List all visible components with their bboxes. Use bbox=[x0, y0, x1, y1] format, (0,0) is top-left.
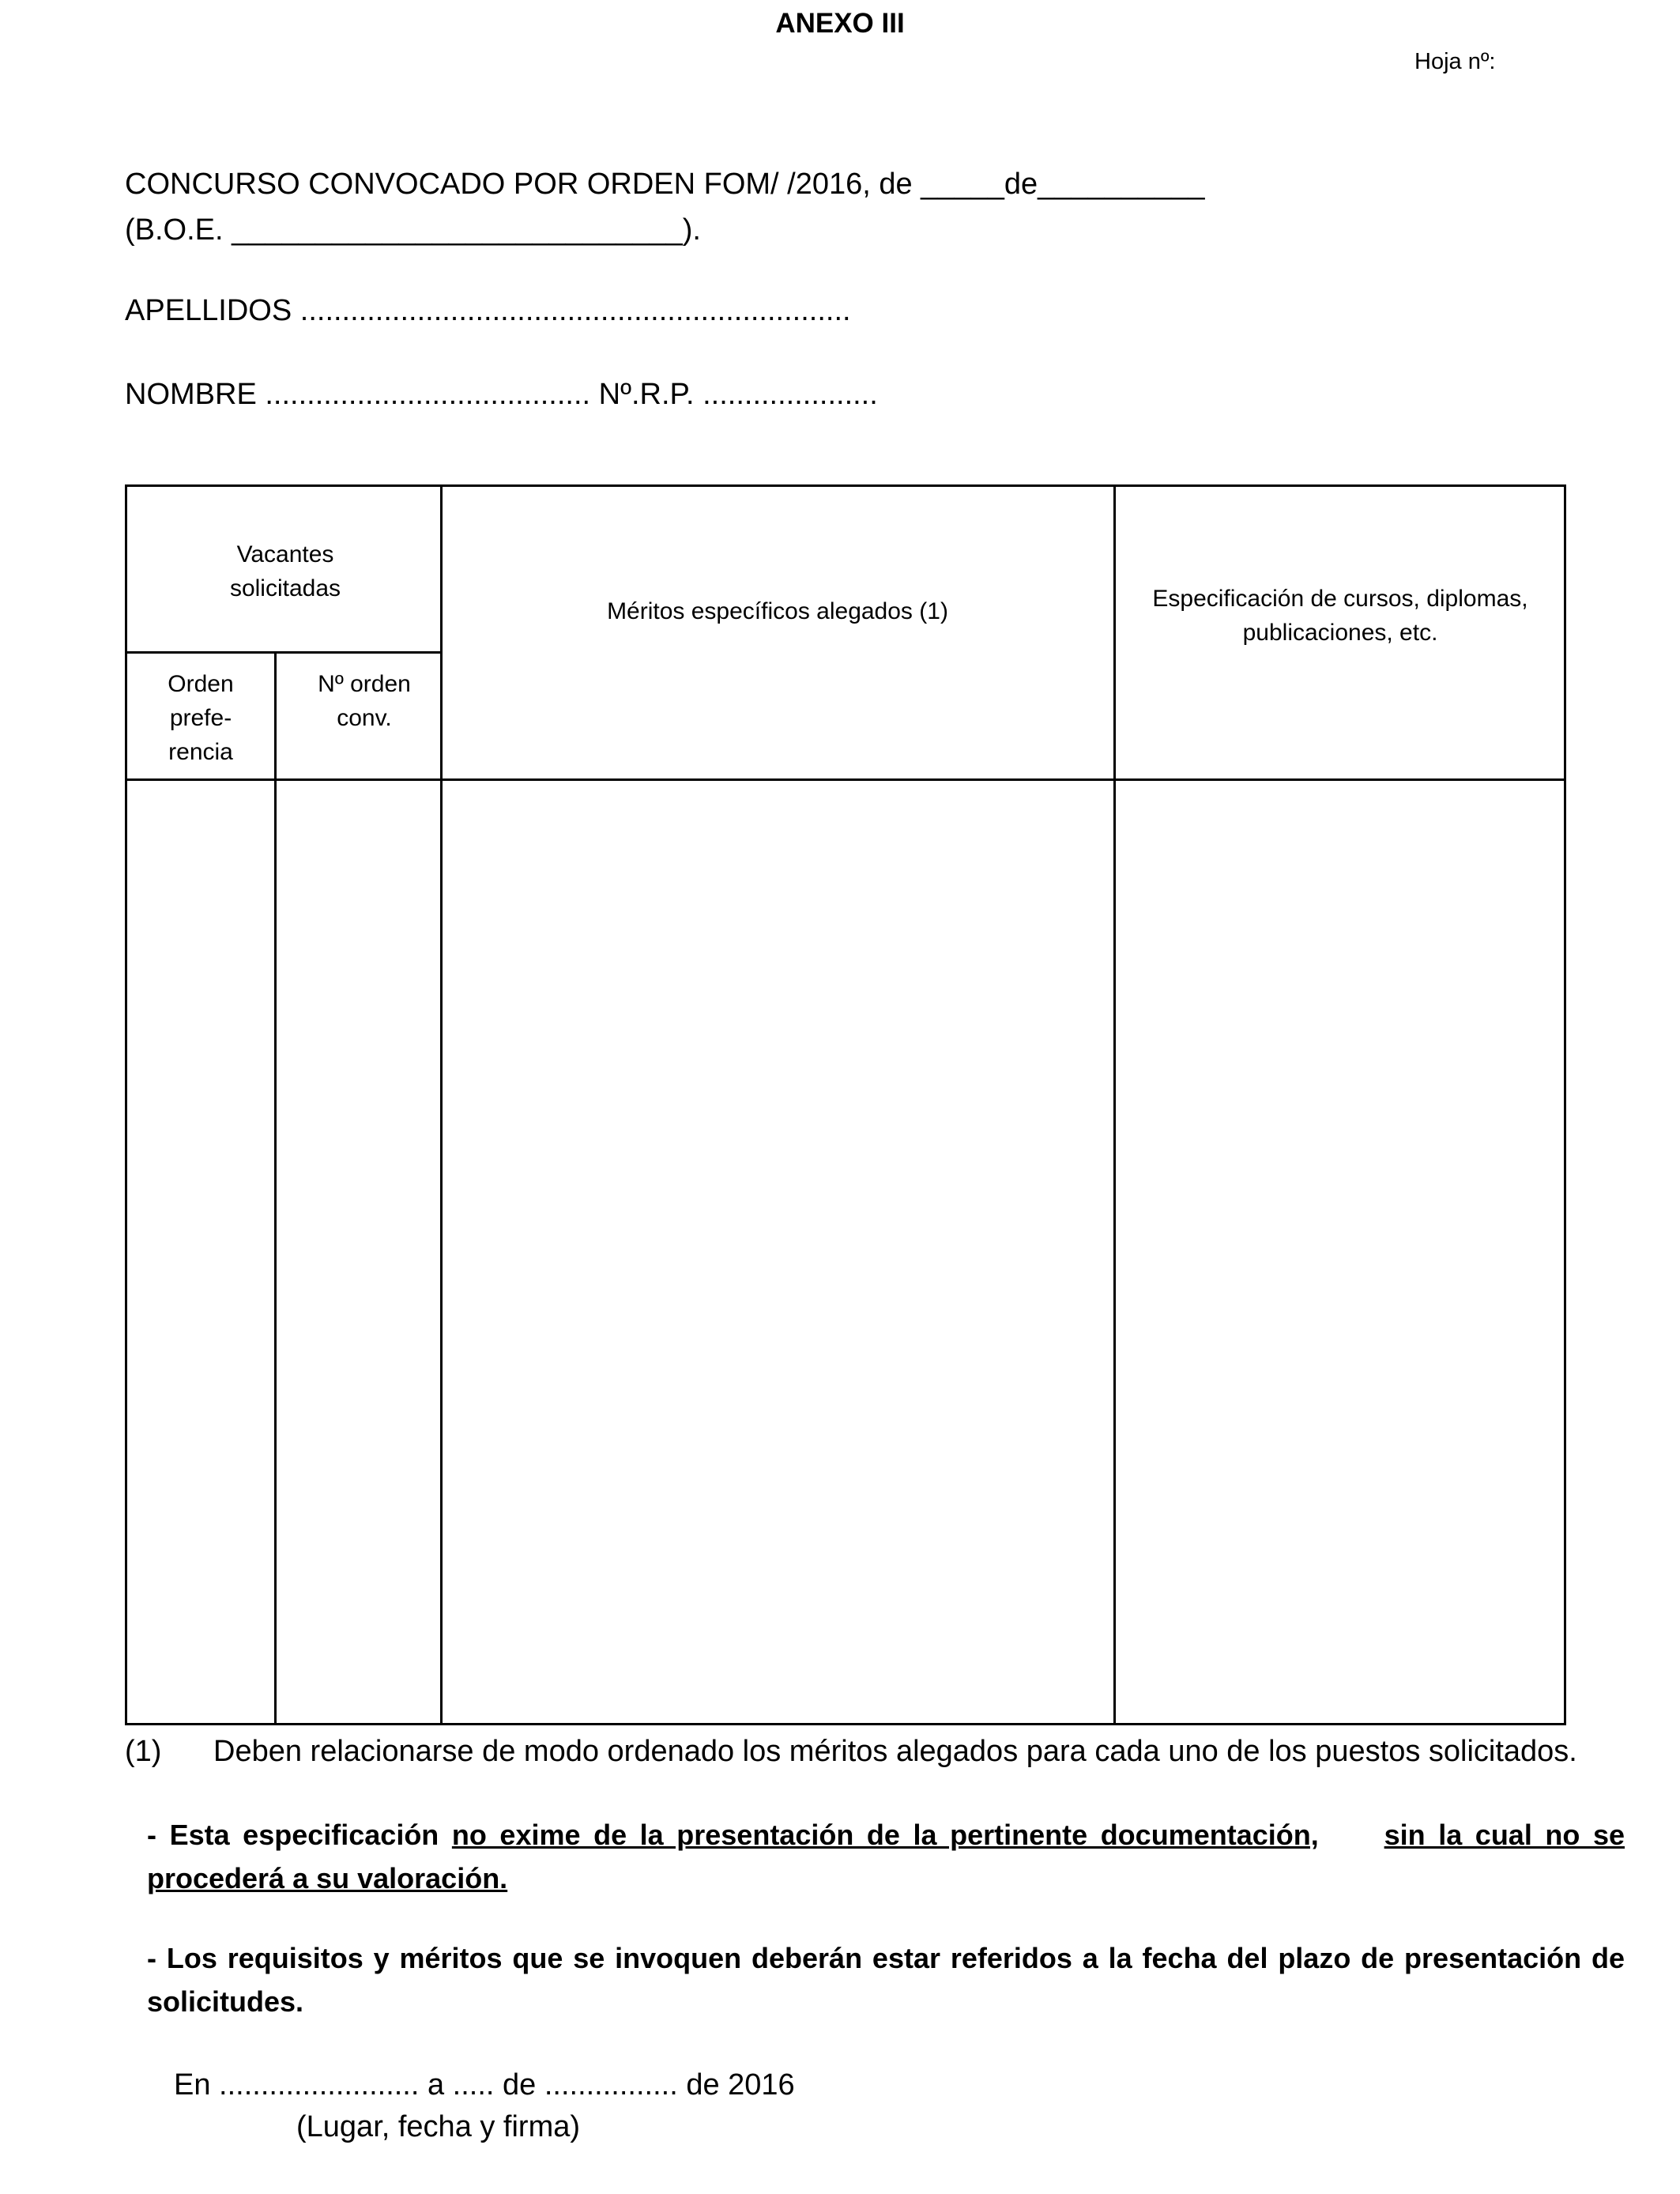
vacantes-divider bbox=[127, 651, 443, 654]
note1-gap bbox=[1319, 1819, 1384, 1851]
footnote-text: Deben relacionarse de modo ordenado los méritos alegados para cada uno de los puestos solicitados. bbox=[213, 1735, 1577, 1768]
header-bottom-divider bbox=[127, 778, 1566, 781]
col-divider-3 bbox=[1113, 487, 1116, 1725]
especificacion-header: Especificación de cursos, diplomas, publicaciones, etc. bbox=[1152, 586, 1528, 646]
num-orden-header: Nº orden conv. bbox=[318, 671, 411, 731]
col-divider-2 bbox=[440, 487, 443, 1725]
note-documentation bbox=[147, 1813, 1625, 1900]
vacantes-header: Vacantes solicitadas bbox=[229, 541, 341, 601]
footnote bbox=[125, 1735, 1577, 1769]
document-title: ANEXO III bbox=[775, 8, 905, 39]
boe-line: (B.O.E. ___________________________). bbox=[125, 213, 701, 247]
note1-underlined-2: sin la cual no se procederá a su valoración. bbox=[147, 1819, 1625, 1894]
concurso-line: CONCURSO CONVOCADO POR ORDEN FOM/ /2016, de _____de__________ bbox=[125, 168, 1205, 201]
apellidos-line: APELLIDOS .................................................................. bbox=[125, 294, 851, 327]
merits-table bbox=[125, 484, 1566, 1725]
meritos-header: Méritos específicos alegados (1) bbox=[607, 598, 948, 624]
note1-prefix: - Esta especificación bbox=[147, 1819, 452, 1851]
place-date-line: En ........................ a ..... de ................ de 2016 bbox=[174, 2068, 795, 2102]
nombre-line: NOMBRE ....................................... Nº.R.P. ..................... bbox=[125, 378, 878, 411]
footnote-number: (1) bbox=[125, 1735, 162, 1768]
signature-caption: (Lugar, fecha y firma) bbox=[296, 2110, 581, 2143]
col-divider-1 bbox=[274, 653, 277, 1725]
orden-header: Orden prefe- rencia bbox=[168, 671, 234, 765]
note-requirements: - Los requisitos y méritos que se invoquen deberán estar referidos a la fecha del plazo de presentación de solicitudes. bbox=[147, 1942, 1625, 2018]
note1-underlined: no exime de la presentación de la pertinente documentación, bbox=[451, 1819, 1319, 1851]
sheet-number-label: Hoja nº: bbox=[1414, 49, 1496, 74]
